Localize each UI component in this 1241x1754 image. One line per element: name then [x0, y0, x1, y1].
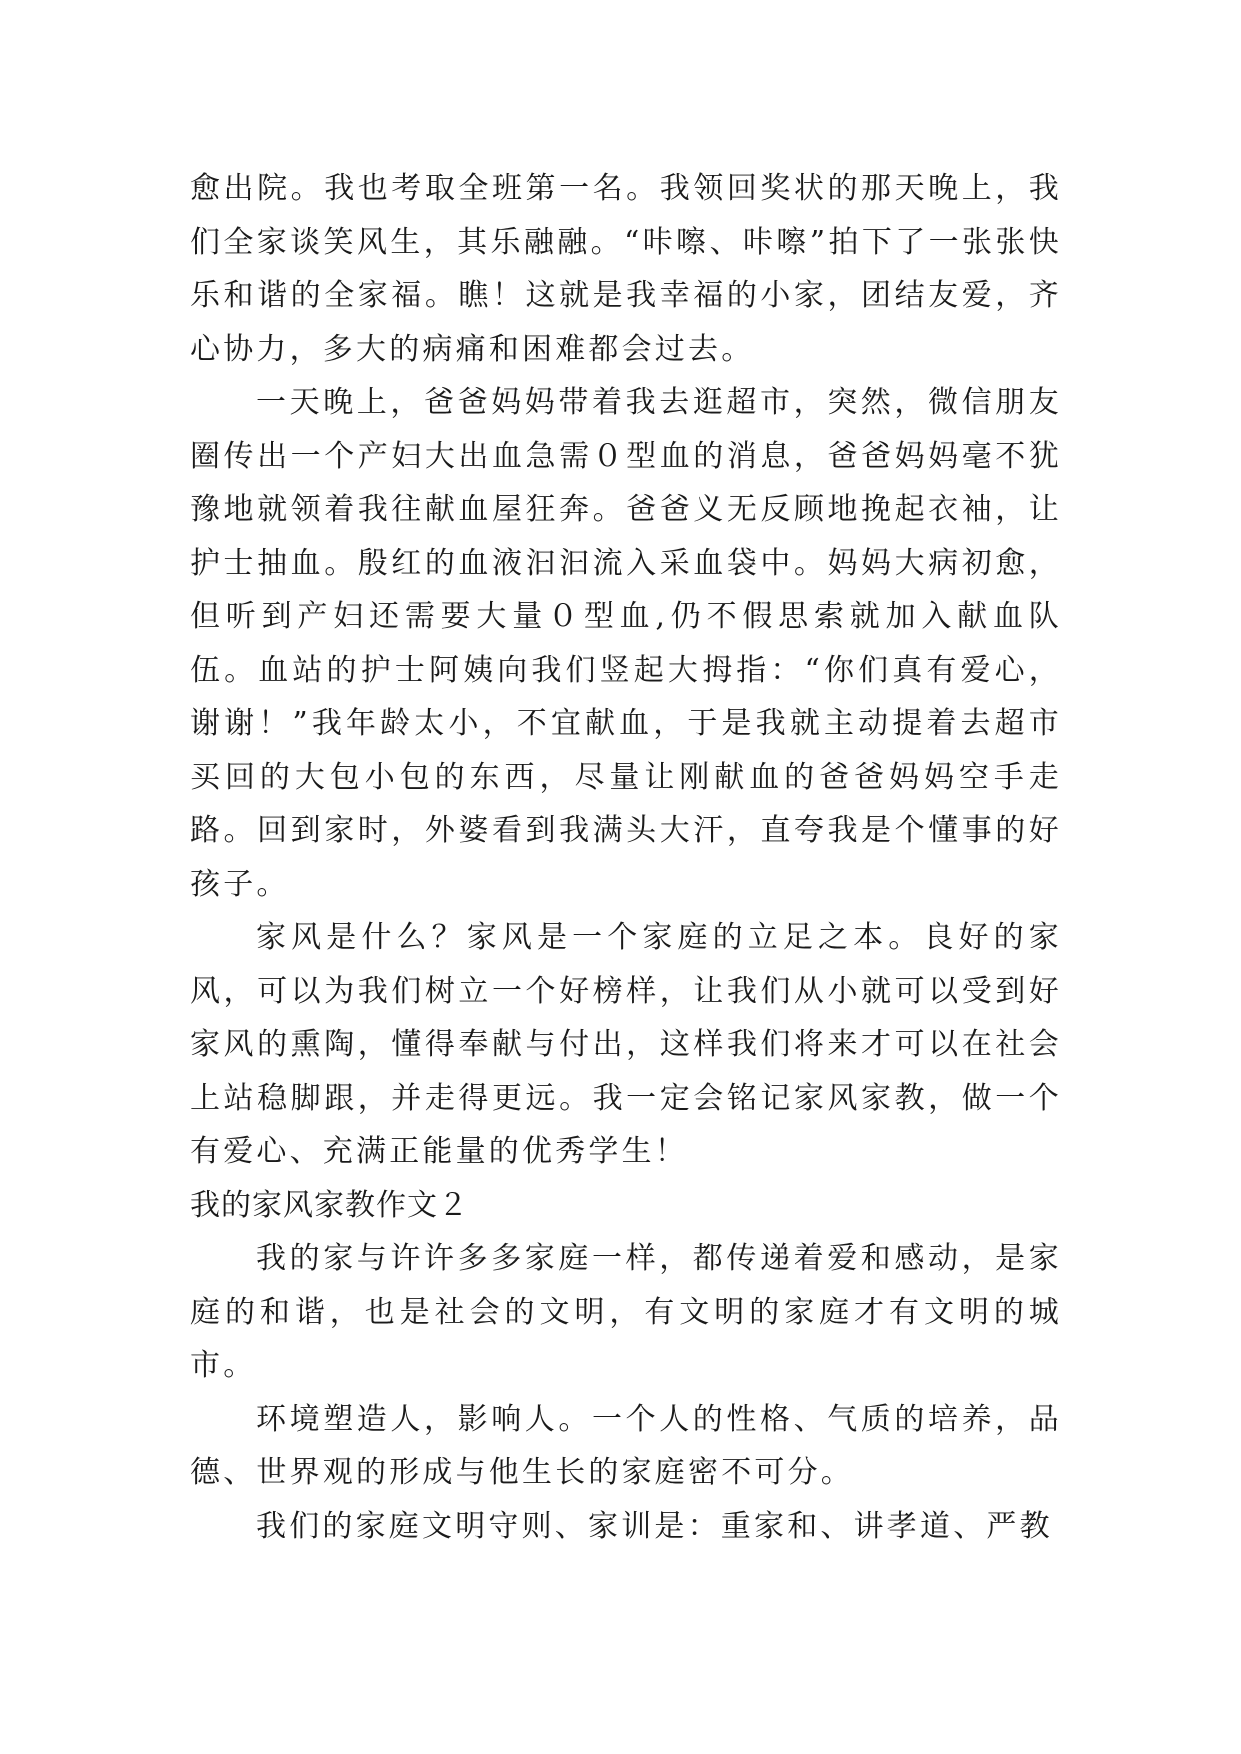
- paragraph-environment: 环境塑造人，影响人。一个人的性格、气质的培养，品德、世界观的形成与他生长的家庭密不可分。: [190, 1401, 1062, 1490]
- paragraph-blood-donation: 一天晚上，爸爸妈妈带着我去逛超市，突然，微信朋友圈传出一个产妇大出血急需０型血的消息，爸爸妈妈毫不犹豫地就领着我往献血屋狂奔。爸爸义无反顾地挽起衣袖，让护士抽血。殷红的血液汩汩流入采血袋中。妈妈大病初愈，但听到产妇还需要大量０型血,仍不假思索就加入献血队伍。血站的护士阿姨向我们竖起大拇指：“你们真有爱心，谢谢！”我年龄太小，不宜献血，于是我就主动提着去超市买回的大包小包的东西，尽量让刚献血的爸爸妈妈空手走路。回到家时，外婆看到我满头大汗，直夸我是个懂事的好孩子。: [190, 385, 1062, 902]
- paragraph-family-tradition: 家风是什么？家风是一个家庭的立足之本。良好的家风，可以为我们树立一个好榜样，让我们从小就可以受到好家风的熏陶，懂得奉献与付出，这样我们将来才可以在社会上站稳脚跟，并走得更远。我一定会铭记家风家教，做一个有爱心、充满正能量的优秀学生！: [190, 920, 1062, 1169]
- paragraph-family-rules: 我们的家庭文明守则、家训是：重家和、讲孝道、严教: [256, 1508, 1053, 1544]
- paragraph-continuation: 愈出院。我也考取全班第一名。我领回奖状的那天晚上，我们全家谈笑风生，其乐融融。“咔嚓、咔嚓”拍下了一张张快乐和谐的全家福。瞧！这就是我幸福的小家，团结友爱，齐心协力，多大的病痛和困难都会过去。: [190, 171, 1062, 367]
- essay-title: 我的家风家教作文２: [190, 1187, 469, 1223]
- paragraph-harmony: 我的家与许许多多家庭一样，都传递着爱和感动，是家庭的和谐，也是社会的文明，有文明的家庭才有文明的城市。: [190, 1241, 1062, 1383]
- document-body: [190, 162, 1062, 1553]
